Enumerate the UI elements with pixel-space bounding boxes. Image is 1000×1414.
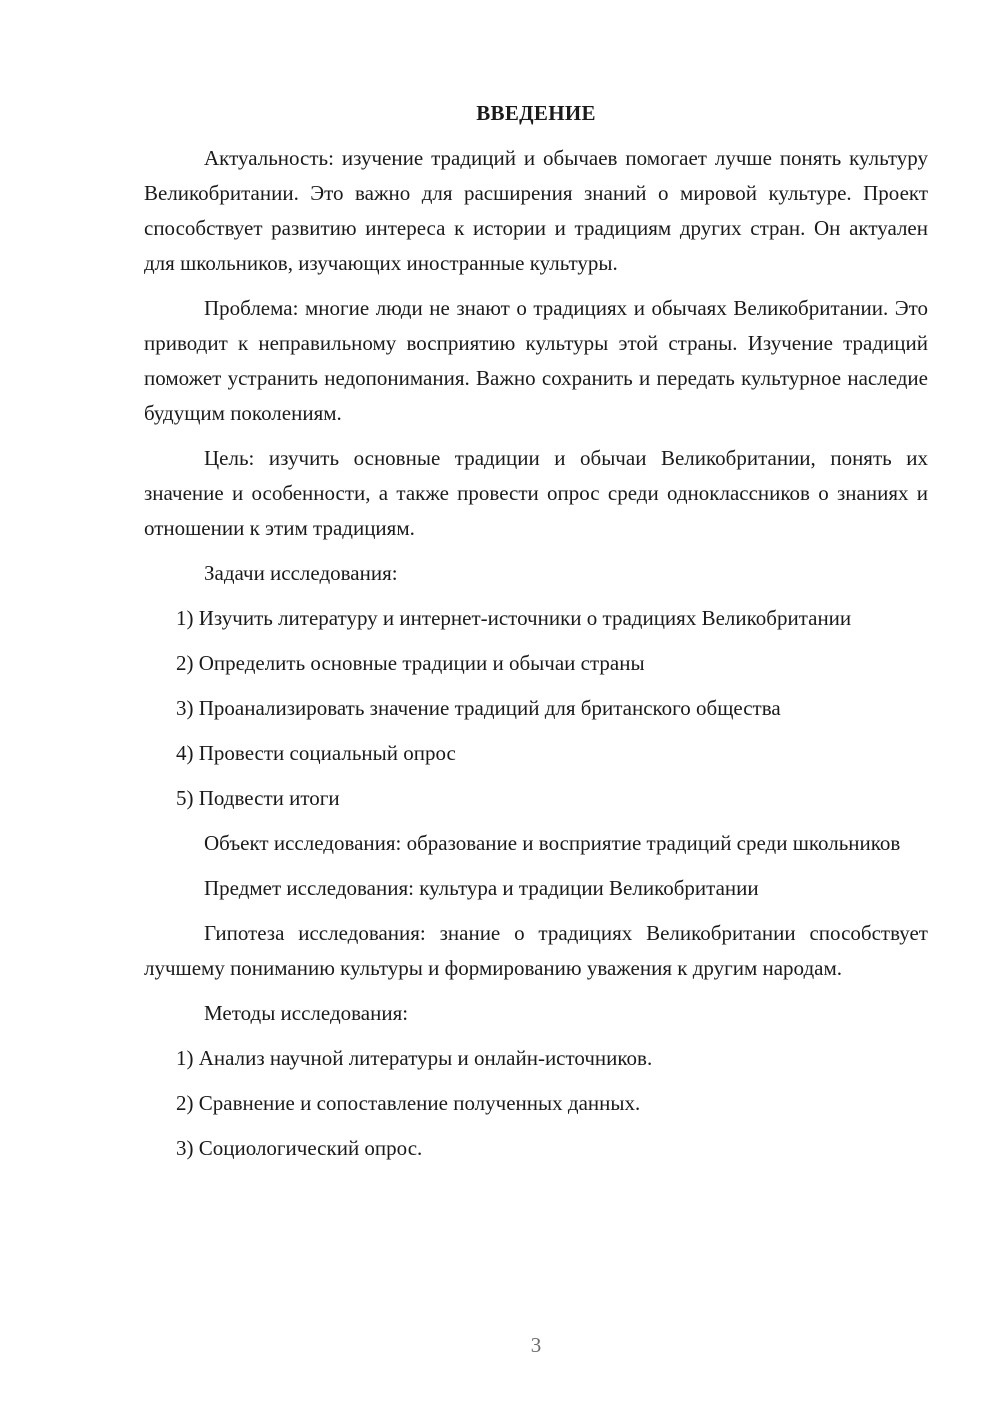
object-paragraph: Объект исследования: образование и восприятие традиций среди школьников: [204, 831, 901, 855]
task-item: 3) Проанализировать значение традиций для британского общества: [176, 696, 781, 720]
method-item: 3) Социологический опрос.: [176, 1136, 423, 1160]
task-item: 2) Определить основные традиции и обычаи страны: [176, 651, 645, 675]
relevance-paragraph: Актуальность: изучение традиций и обычаев помогает лучше понять культуру Великобритании. Это важно для расширения знаний о мировой культуре. Проект способствует развитию интереса к истории и традициям других стран. Он актуален для школьников, изучающих иностранные культуры.: [144, 146, 928, 275]
task-item: 5) Подвести итоги: [176, 786, 340, 810]
task-item: 1) Изучить литературу и интернет-источники о традициях Великобритании: [176, 606, 852, 630]
method-item: 1) Анализ научной литературы и онлайн-источников.: [176, 1046, 653, 1070]
hypothesis-paragraph: Гипотеза исследования: знание о традициях Великобритании способствует лучшему пониманию культуры и формированию уважения к другим народам.: [144, 921, 928, 980]
problem-paragraph: Проблема: многие люди не знают о традициях и обычаях Великобритании. Это приводит к неправильному восприятию культуры этой страны. Изучение традиций поможет устранить недопонимания. Важно сохранить и передать культурное наследие будущим поколениям.: [144, 296, 928, 425]
task-item: 4) Провести социальный опрос: [176, 741, 456, 765]
method-item: 2) Сравнение и сопоставление полученных данных.: [176, 1091, 641, 1115]
goal-paragraph: Цель: изучить основные традиции и обычаи Великобритании, понять их значение и особенности, а также провести опрос среди одноклассников о знаниях и отношении к этим традициям.: [144, 446, 928, 540]
page-number: 3: [530, 1333, 542, 1357]
page-title: ВВЕДЕНИЕ: [476, 101, 596, 125]
tasks-heading: Задачи исследования:: [204, 561, 398, 585]
page-content: [144, 96, 928, 1176]
subject-paragraph: Предмет исследования: культура и традиции Великобритании: [204, 876, 759, 900]
methods-heading: Методы исследования:: [204, 1001, 409, 1025]
